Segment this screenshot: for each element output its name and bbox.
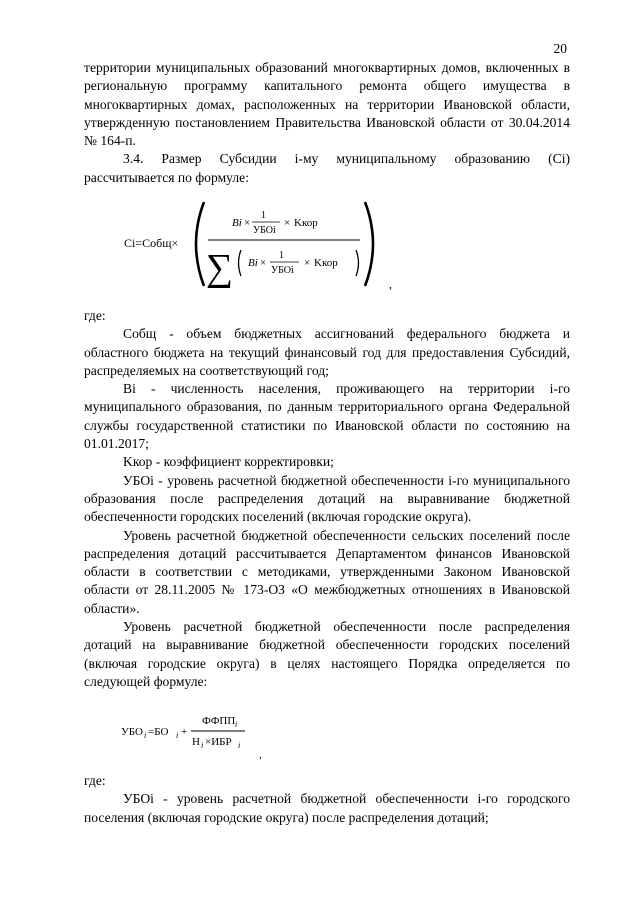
formula2-lhs: УБО — [121, 726, 143, 738]
paragraph-urban-level: Уровень расчетной бюджетной обеспеченности после распределения дотаций на выравнивание бюджетной обеспеченности городских поселений (включая городские округа) в целях настоящего Порядка определяется по следующей формуле: — [84, 619, 570, 689]
paragraph-rural-level: Уровень расчетной бюджетной обеспеченности сельских поселений после распределения дотаций рассчитывается Департаментом финансов Ивановской области в соответствии с методиками, утвержденными Законом Ивановской области от 28.11.2005 № 173-ОЗ «О межбюджетных отношениях в Ивановской области». — [84, 527, 570, 616]
formula1-trailing-comma: , — [389, 277, 392, 290]
def-bi: Bi - численность населения, проживающего на территории i-го муниципального образования, по данным территориального органа Федеральной службы государственной статистики по Ивановской области по состоянию на 01.01.2017; — [84, 381, 570, 452]
text-block-3 — [84, 772, 570, 827]
formula1-den-times2: × — [304, 257, 311, 269]
formula1-num-kkor: Kкор — [294, 217, 318, 229]
formula2-lhs-sub: i — [144, 731, 147, 740]
formula1-den-kkor: Kкор — [314, 257, 338, 269]
formula1-left-paren — [196, 202, 204, 286]
where-label-2: где: — [84, 773, 106, 788]
formula2-n: Н — [192, 736, 200, 748]
formula2-trailing-comma: , — [259, 749, 262, 760]
formula2-ffpp-sub: i — [235, 720, 238, 729]
formula2-bo-sub: i — [176, 731, 179, 740]
formula2-n-sub: i — [201, 741, 204, 750]
formula1-den-times: × — [260, 257, 267, 269]
formula1-lhs: Ci=Собщ× — [124, 236, 179, 250]
page-number: 20 — [553, 41, 567, 56]
text-block-2 — [84, 307, 570, 691]
text-block-1 — [84, 59, 570, 187]
def-uboi-urban: УБОi - уровень расчетной бюджетной обеспеченности i-го городского поселения (включая городские округа) после распределения дотаций; — [84, 791, 570, 825]
where-label-1: где: — [84, 308, 106, 323]
formula1-sum-sign: ∑ — [206, 247, 234, 289]
formula1-den-bi: Bi — [248, 257, 258, 269]
formula2-eq-bo: =БО — [148, 726, 169, 738]
def-cobsh: Cобщ - объем бюджетных ассигнований федерального бюджета и областного бюджета на текущий финансовый год для предоставления Субсидий, распределяемых на соответствующий год; — [84, 326, 570, 378]
paragraph-3-4: 3.4. Размер Субсидии i-му муниципальному образованию (Ci) рассчитывается по формуле: — [84, 151, 570, 185]
formula2-ffpp: ФФПП — [202, 715, 236, 727]
formula1-den-right-paren — [356, 250, 359, 276]
formula-ubo — [121, 704, 291, 760]
formula1-den-left-paren — [239, 250, 242, 276]
formula2-plus: + — [181, 726, 188, 738]
formula1-den-ubo: УБОi — [271, 265, 294, 276]
def-uboi: УБОi - уровень расчетной бюджетной обеспеченности i-го муниципального образования после распределения дотаций на выравнивание бюджетной обеспеченности городских поселений (включая городские округа). — [84, 472, 570, 525]
formula1-num-times: × — [244, 217, 251, 229]
formula1-num-ubo: УБОi — [253, 225, 276, 236]
formula2-ibr-sub: i — [238, 741, 241, 750]
formula1-den-one: 1 — [279, 250, 284, 261]
formula-subsidy — [124, 198, 424, 290]
formula1-num-times2: × — [284, 217, 291, 229]
formula2-times-ibr: ×ИБР — [205, 736, 232, 748]
formula1-right-paren — [365, 202, 373, 286]
def-kkor: Kкор - коэффициент корректировки; — [123, 454, 334, 470]
formula1-num-bi: Bi — [232, 217, 242, 229]
formula1-num-one: 1 — [261, 210, 266, 221]
paragraph-continuation: территории муниципальных образований многоквартирных домов, включенных в региональную программу капитального ремонта общего имущества в многоквартирных домах, расположенных на территории Ивановской области, утвержденную постановлением Правительства Ивановской области от 30.04.2014 № 164-п. — [84, 60, 570, 149]
